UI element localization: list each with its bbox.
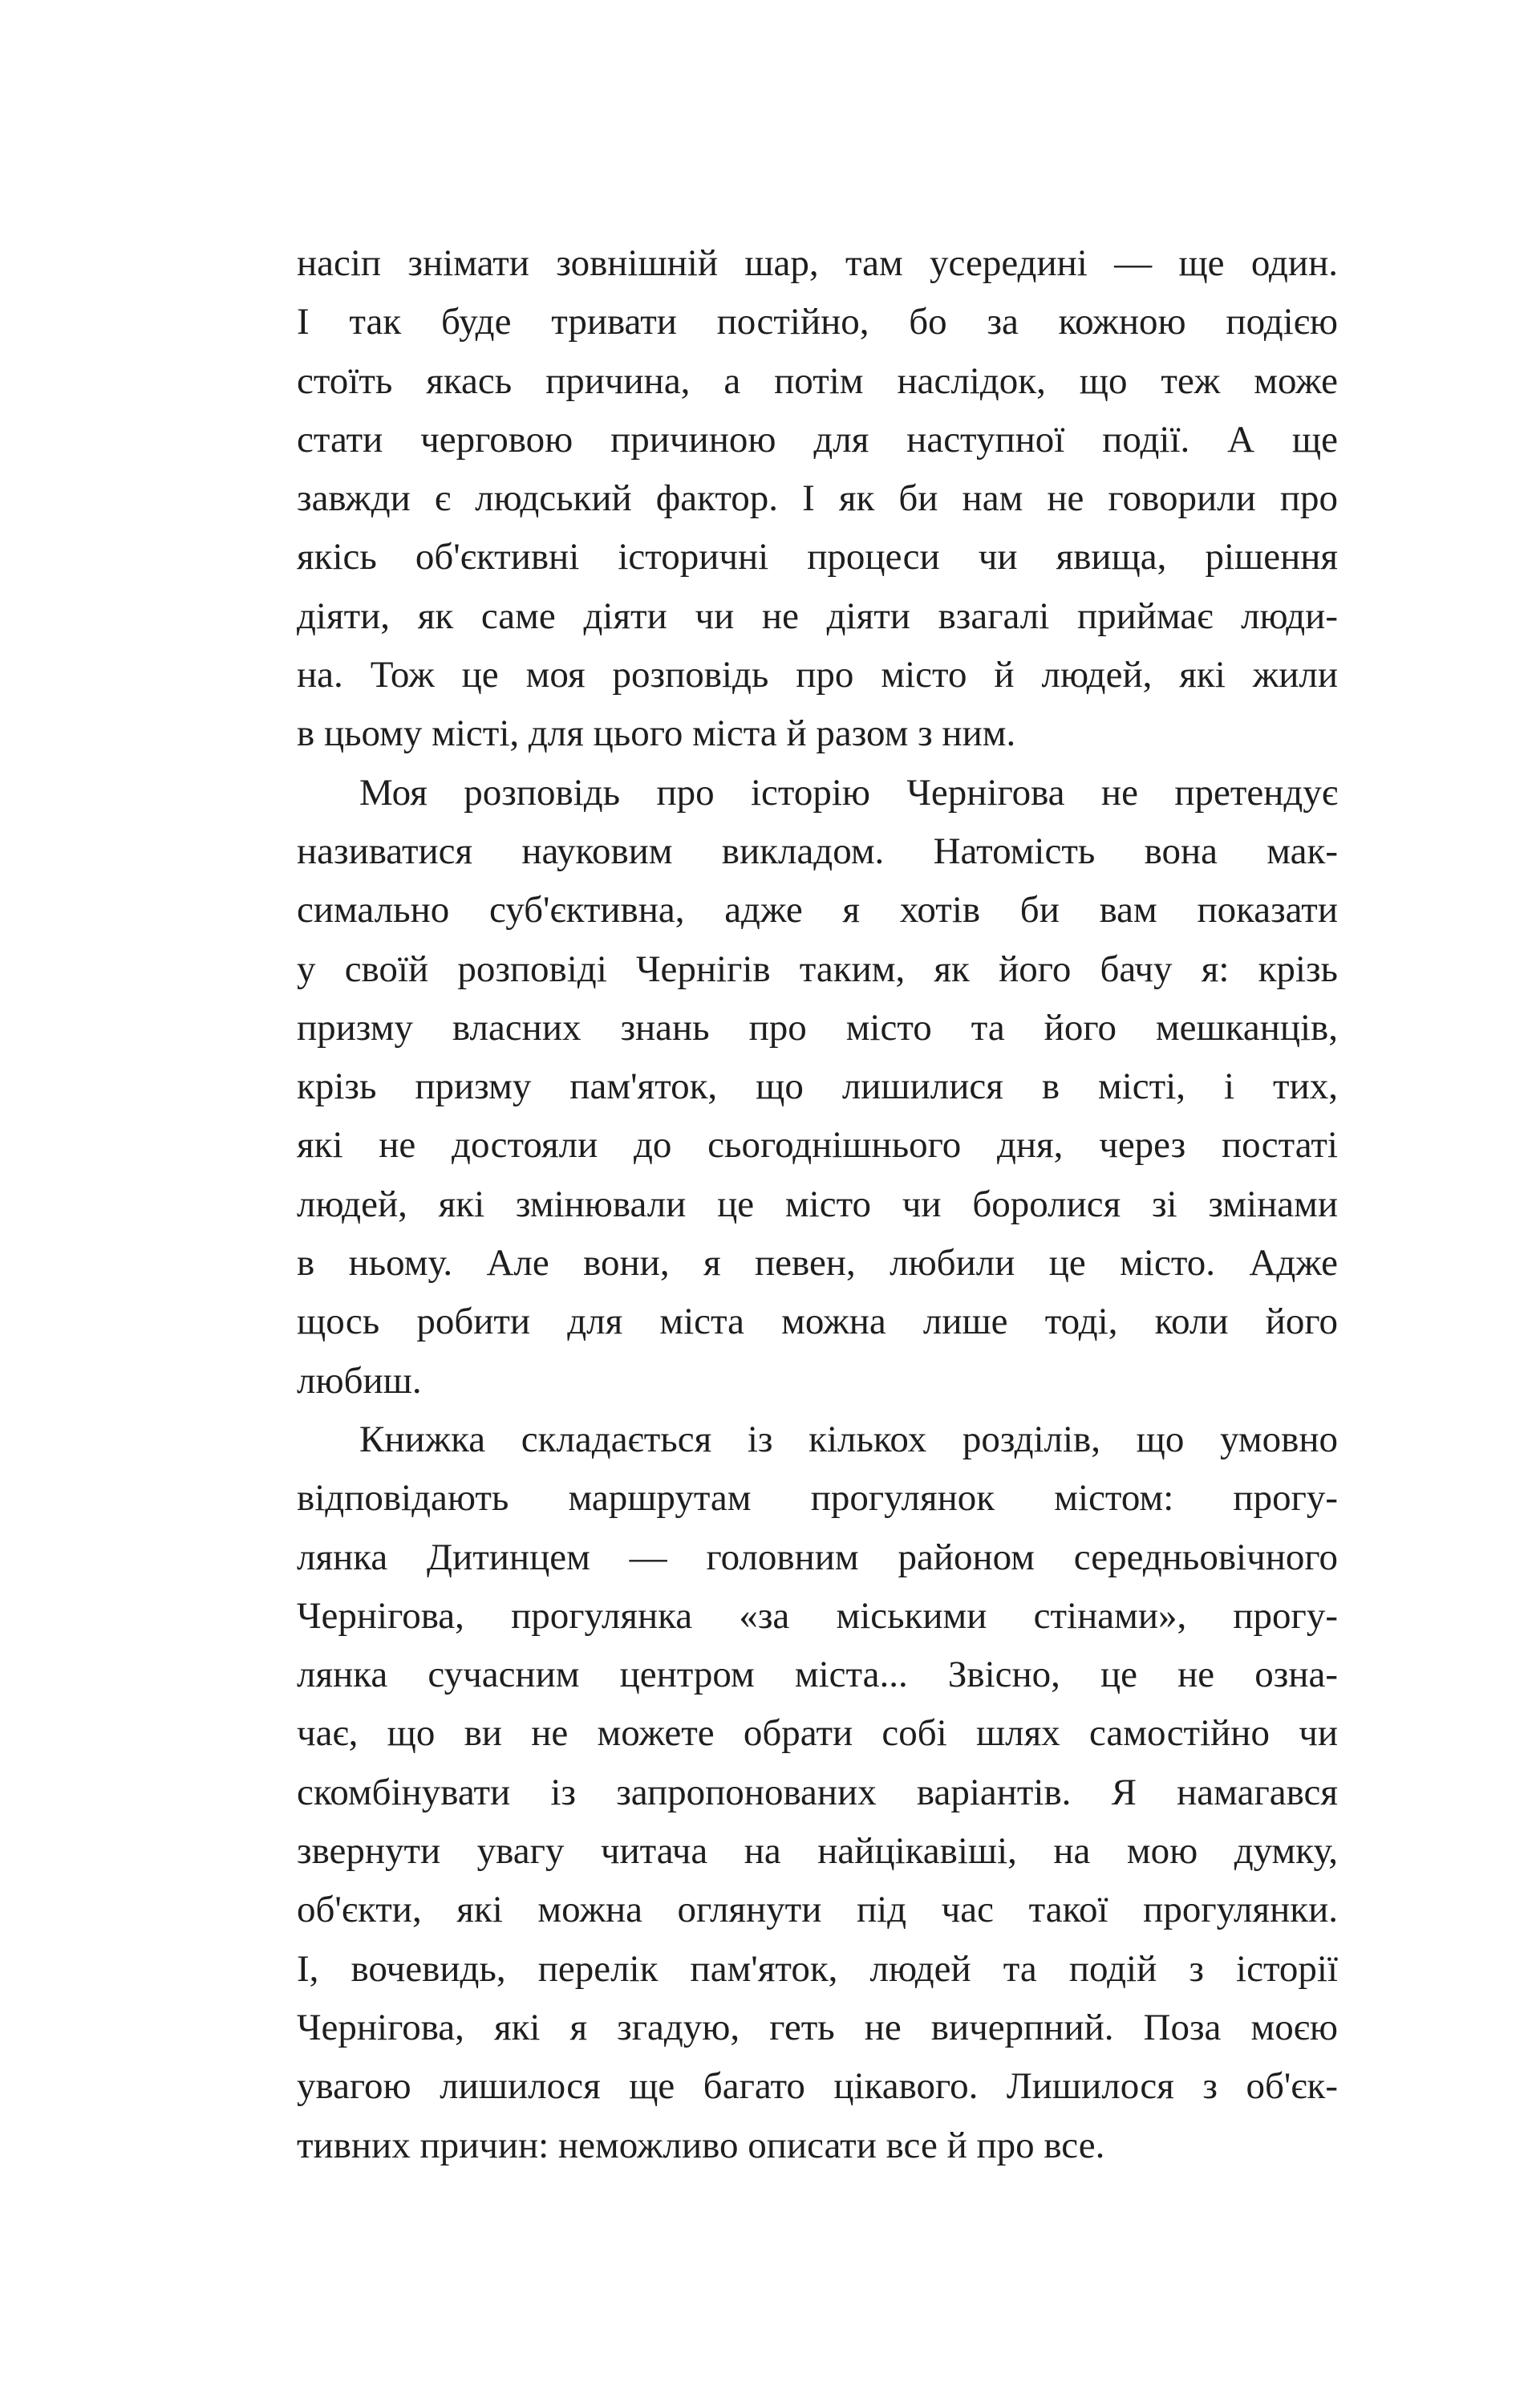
text-line: чає, що ви не можете обрати собі шлях самостійно чи	[297, 1712, 1338, 1755]
text-line: Чернігова, які я згадую, геть не вичерпний. Поза моєю	[297, 2006, 1338, 2048]
text-line: Книжка складається із кількох розділів, що умовно	[359, 1418, 1338, 1460]
text-line: тивних причин: неможливо описати все й про все.	[297, 2124, 1105, 2166]
text-line: на. Тож це моя розповідь про місто й людей, які жили	[297, 654, 1338, 696]
text-line: любиш.	[297, 1359, 422, 1402]
text-line: в ньому. Але вони, я певен, любили це місто. Адже	[297, 1242, 1338, 1285]
text-line: лянка Дитинцем — головним районом середньовічного	[297, 1536, 1338, 1578]
text-line: називатися науковим викладом. Натомість вона мак-	[297, 830, 1338, 872]
text-line: відповідають маршрутам прогулянок містом: прогу-	[297, 1477, 1338, 1520]
book-page-text	[297, 234, 1338, 2175]
text-line: увагою лишилося ще багато цікавого. Лишилося з об'єк-	[297, 2065, 1338, 2108]
text-line: крізь призму пам'яток, що лишилися в місті, і тих,	[297, 1066, 1338, 1108]
text-line: насіп знімати зовнішній шар, там усередині — ще один.	[297, 242, 1338, 284]
text-line: в цьому місті, для цього міста й разом з ним.	[297, 712, 1016, 755]
text-line: Моя розповідь про історію Чернігова не претендує	[359, 771, 1338, 814]
text-line: симально суб'єктивна, адже я хотів би вам показати	[297, 889, 1338, 932]
text-line: у своїй розповіді Чернігів таким, як його бачу я: крізь	[297, 948, 1338, 990]
text-line: скомбінувати із запропонованих варіантів. Я намагався	[297, 1771, 1338, 1813]
text-line: І, вочевидь, перелік пам'яток, людей та подій з історії	[297, 1947, 1338, 1990]
text-line: які не достояли до сьогоднішнього дня, через постаті	[297, 1124, 1338, 1167]
text-line: звернути увагу читача на найцікавіші, на мою думку,	[297, 1830, 1338, 1873]
text-line: Чернігова, прогулянка «за міськими стінами», прогу-	[297, 1594, 1338, 1637]
text-line: завжди є людський фактор. І як би нам не говорили про	[297, 477, 1338, 520]
text-line: людей, які змінювали це місто чи боролися зі змінами	[297, 1183, 1338, 1225]
text-line: щось робити для міста можна лише тоді, коли його	[297, 1301, 1338, 1343]
text-line: І так буде тривати постійно, бо за кожною подією	[297, 301, 1338, 343]
text-line: призму власних знань про місто та його мешканців,	[297, 1006, 1338, 1049]
text-line: об'єкти, які можна оглянути під час такої прогулянки.	[297, 1889, 1338, 1931]
text-line: стати черговою причиною для наступної події. А ще	[297, 418, 1338, 461]
text-line: діяти, як саме діяти чи не діяти взагалі приймає люди-	[297, 595, 1338, 637]
text-line: якісь об'єктивні історичні процеси чи явища, рішення	[297, 536, 1338, 578]
text-line: лянка сучасним центром міста... Звісно, це не озна-	[297, 1654, 1338, 1696]
text-line: стоїть якась причина, а потім наслідок, що теж може	[297, 359, 1338, 402]
